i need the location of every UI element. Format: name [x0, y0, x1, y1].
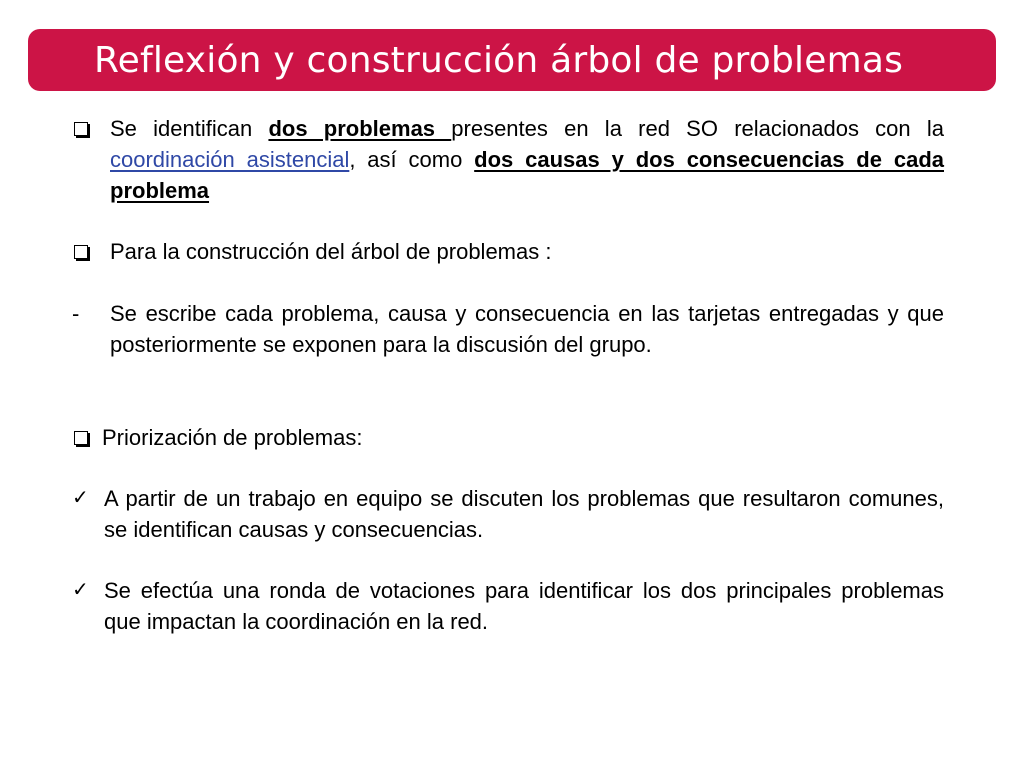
check-icon: ✓ — [72, 487, 89, 509]
check-item-voting — [72, 575, 944, 637]
square-bullet-icon — [72, 422, 100, 453]
text-segment: Se escribe cada problema, causa y consecuencia en las tarjetas entregadas y que posteriormente se exponen para la discusión del grupo. — [110, 301, 944, 357]
link-coordinacion-asistencial[interactable]: coordinación asistencial — [110, 147, 350, 172]
check-icon: ✓ — [72, 579, 89, 601]
text-segment-dos-causas: dos causas y dos consecuencias de cada problema — [110, 147, 944, 203]
square-bullet-icon — [72, 236, 100, 267]
bullet-text — [102, 422, 944, 453]
text-segment: Para la construcción del árbol de problemas : — [110, 239, 552, 264]
text-segment: Priorización de problemas: — [102, 425, 363, 450]
check-text — [104, 575, 944, 637]
bullet-text — [110, 236, 944, 267]
bullet-item-identify-problems — [72, 113, 944, 206]
dash-marker: - — [72, 301, 80, 326]
bullet-item-prioritization — [72, 422, 944, 453]
bullet-text — [110, 113, 944, 206]
dash-text — [110, 298, 944, 360]
dash-item-write-cards — [72, 298, 944, 360]
text-segment: Se efectúa una ronda de votaciones para identificar los dos principales problemas que impactan la coordinación en la red. — [104, 578, 944, 634]
text-segment-dos-problemas: dos problemas — [268, 116, 452, 141]
check-item-teamwork — [72, 483, 944, 545]
text-segment: , así como — [349, 147, 475, 172]
text-segment: A partir de un trabajo en equipo se discuten los problemas que resultaron comunes, se identifican causas y consecuencias. — [104, 486, 944, 542]
bullet-item-tree-construction — [72, 236, 944, 267]
slide-title: Reflexión y construcción árbol de problemas — [94, 39, 904, 81]
check-text — [104, 483, 944, 545]
square-bullet-icon — [72, 113, 100, 144]
text-segment: presentes en la red SO relacionados con la — [451, 116, 945, 141]
text-segment: Se identifican — [110, 116, 269, 141]
